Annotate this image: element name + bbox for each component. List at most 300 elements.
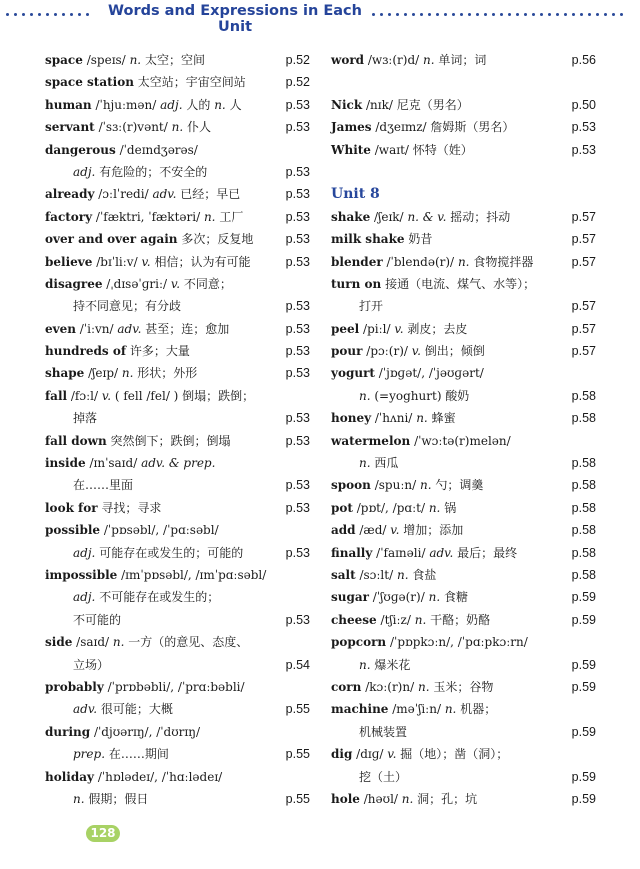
page-ref: p.58 [571, 500, 596, 515]
entry-continuation [331, 654, 596, 676]
vocab-entry [45, 139, 310, 161]
definition: 不同意； [183, 276, 232, 291]
vocab-entry [45, 228, 310, 250]
page-ref: p.54 [285, 657, 310, 672]
entry-continuation [45, 654, 310, 676]
headword: inside [45, 456, 86, 471]
part-of-speech: n. [203, 209, 216, 224]
definition: 接通（电流、煤气、水等）； [385, 276, 536, 291]
phonetic: /ˈblendə(r)/ [386, 254, 455, 269]
definition: 蜂蜜 [431, 411, 456, 426]
page-ref: p.57 [571, 254, 596, 269]
page-ref: p.53 [285, 209, 310, 224]
vocab-entry [45, 564, 310, 586]
headword: space [45, 53, 83, 67]
phonetic: /ˈʃʊɡə(r)/ [372, 590, 425, 605]
page-ref: p.58 [571, 478, 596, 493]
part-of-speech: v. [394, 321, 404, 336]
headword: yogurt [331, 366, 375, 381]
definition: 玉米；谷物 [433, 679, 494, 694]
entry-continuation [45, 407, 310, 429]
entry-continuation [45, 542, 310, 564]
definition: 洞；孔；坑 [417, 791, 478, 806]
vocab-entry [45, 71, 310, 93]
headword: fall [45, 388, 68, 403]
page-ref: p.53 [285, 299, 310, 314]
page-ref: p.58 [571, 411, 596, 426]
definition: 勺；调羹 [435, 478, 484, 493]
page-ref: p.52 [285, 75, 310, 90]
unit-heading [331, 183, 596, 205]
vocab-entry [45, 631, 310, 653]
phonetic: /ˈjɒɡət/, /ˈjəʊɡərt/ [378, 366, 484, 381]
headword: cheese [331, 612, 377, 627]
vocab-entry [331, 698, 596, 720]
part-of-speech: n. [112, 635, 125, 650]
headword: pour [331, 344, 363, 359]
phonetic: /ɪnˈsaɪd/ [89, 456, 138, 471]
headword: add [331, 523, 356, 538]
page-ref: p.57 [571, 321, 596, 336]
headword: milk shake [331, 232, 405, 247]
unit-title: Unit 8 [331, 186, 380, 203]
definition: 挖（土） [359, 769, 408, 784]
vocab-entry [331, 94, 596, 116]
vocab-entry [331, 474, 596, 496]
part-of-speech: n. [444, 702, 457, 717]
phonetic: /ˈhʌni/ [374, 411, 413, 426]
entry-continuation [331, 385, 596, 407]
vocab-entry [331, 116, 596, 138]
vocab-entry [331, 206, 596, 228]
page-ref: p.53 [571, 120, 596, 135]
phonetic: /ˈfaɪnəli/ [376, 545, 426, 560]
definition: 奶昔 [408, 232, 433, 247]
headword: peel [331, 321, 360, 336]
entry-continuation [45, 788, 310, 810]
headword: factory [45, 209, 93, 224]
part-of-speech: n. [428, 500, 441, 515]
definition: 机器； [460, 702, 497, 717]
phonetic: /ˌdɪsəˈɡriː/ [106, 276, 168, 291]
vocab-entry [45, 676, 310, 698]
page-ref: p.59 [571, 679, 596, 694]
part-of-speech: n. [73, 791, 85, 806]
vocab-entry [45, 497, 310, 519]
page-ref: p.59 [571, 791, 596, 806]
page-ref: p.57 [571, 344, 596, 359]
definition: 许多；大量 [129, 344, 190, 359]
part-of-speech: adj. [73, 545, 96, 560]
phonetic: /tʃiːz/ [380, 612, 411, 627]
definition: 爆米花 [374, 657, 411, 672]
part-of-speech: n. [121, 366, 134, 381]
headword: during [45, 724, 91, 739]
page-ref: p.55 [285, 747, 310, 762]
headword: popcorn [331, 635, 387, 650]
page-ref: p.55 [285, 702, 310, 717]
page-ref: p.53 [285, 612, 310, 627]
definition: 詹姆斯（男名） [430, 120, 515, 135]
headword: sugar [331, 590, 369, 605]
vocab-entry [331, 676, 596, 698]
part-of-speech: n. [419, 478, 432, 493]
part-of-speech: adv. [117, 321, 142, 336]
part-of-speech: n. [359, 456, 371, 471]
page-ref: p.53 [285, 164, 310, 179]
vocab-entry [45, 206, 310, 228]
phonetic: /ˈwɔːtə(r)melən/ [414, 433, 511, 448]
part-of-speech: adv. [429, 545, 454, 560]
phonetic: /nɪk/ [365, 97, 393, 112]
phonetic: /ˈprɒbəbli/, /ˈprɑːbəbli/ [107, 679, 245, 694]
definition: 可能存在或发生的；可能的 [99, 545, 244, 560]
vocab-entry [331, 318, 596, 340]
phonetic: /pɔː(r)/ [366, 344, 408, 359]
header-dots-left [6, 13, 96, 17]
definition: 立场） [73, 657, 110, 672]
page-ref: p.53 [285, 254, 310, 269]
page-ref: p.53 [571, 142, 596, 157]
page-ref: p.53 [285, 478, 310, 493]
phonetic: /fɔːl/ [70, 388, 99, 403]
entry-continuation [331, 452, 596, 474]
headword: hole [331, 791, 360, 806]
part-of-speech: v. [170, 276, 181, 291]
headword: already [45, 187, 95, 202]
definition: 假期；假日 [88, 791, 149, 806]
page-ref: p.57 [571, 209, 596, 224]
definition: 食糖 [443, 590, 468, 605]
entry-continuation [331, 721, 596, 743]
headword: holiday [45, 769, 94, 784]
vocab-entry [331, 586, 596, 608]
vocab-entry [331, 542, 596, 564]
page-ref: p.58 [571, 567, 596, 582]
headword: spoon [331, 478, 371, 493]
entry-continuation [331, 766, 596, 788]
page-ref: p.59 [571, 590, 596, 605]
headword: Nick [331, 97, 363, 112]
headword: machine [331, 702, 389, 717]
page-ref: p.55 [285, 791, 310, 806]
page-ref: p.53 [285, 232, 310, 247]
part-of-speech: v. [101, 388, 112, 403]
headword: over and over again [45, 232, 178, 247]
phonetic: /ˈfæktri, ˈfæktəri/ [95, 209, 201, 224]
definition: 食盐 [412, 567, 437, 582]
phonetic: /æd/ [359, 523, 387, 538]
definition: 食物搅拌器 [473, 254, 534, 269]
left-column [45, 49, 310, 810]
phonetic: /ˈhɒlədeɪ/, /ˈhɑːlədeɪ/ [97, 769, 223, 784]
vocab-entry [45, 452, 310, 474]
vocab-entry [45, 721, 310, 743]
phonetic: /dɪɡ/ [356, 747, 384, 762]
part-of-speech: prep. [73, 747, 106, 762]
page-ref: p.50 [571, 97, 596, 112]
part-of-speech: n. [129, 53, 142, 67]
definition: 掉落 [73, 411, 98, 426]
definition: (=yoghurt) 酸奶 [374, 388, 470, 403]
page-ref: p.53 [285, 411, 310, 426]
part-of-speech: adj. [160, 97, 183, 112]
headword: shape [45, 366, 85, 381]
page-ref: p.59 [571, 612, 596, 627]
entry-continuation [45, 586, 310, 608]
part-of-speech: n. [428, 590, 441, 605]
page-ref: p.52 [285, 53, 310, 67]
phonetic: /ˈpɒsəbl/, /ˈpɑːsəbl/ [103, 523, 219, 538]
definition: 摇动；抖动 [450, 209, 511, 224]
page-ref: p.58 [571, 545, 596, 560]
definition: 形状；外形 [137, 366, 198, 381]
entry-continuation [45, 474, 310, 496]
vocab-entry [331, 564, 596, 586]
definition: 太空站；宇宙空间站 [137, 75, 246, 90]
headword: fall down [45, 433, 107, 448]
part-of-speech: adj. [73, 590, 96, 605]
right-column [331, 49, 596, 810]
phonetic: /ˈpɒpkɔːn/, /ˈpɑːpkɔːrn/ [389, 635, 528, 650]
headword: dangerous [45, 142, 116, 157]
part-of-speech: adv. & prep. [141, 456, 216, 471]
headword: disagree [45, 276, 103, 291]
vocab-entry [331, 788, 596, 810]
definition: 工厂 [219, 209, 244, 224]
vocab-entry [45, 519, 310, 541]
definition: 剥皮；去皮 [407, 321, 468, 336]
definition: 机械装置 [359, 724, 408, 739]
vocab-entry [331, 743, 596, 765]
vocab-entry [45, 430, 310, 452]
definition: 最后；最终 [457, 545, 518, 560]
part-of-speech: v. [387, 747, 397, 762]
definition: 锅 [444, 500, 457, 515]
vocab-entry [331, 362, 596, 384]
phonetic: /kɔː(r)n/ [365, 679, 415, 694]
vocab-entry [45, 340, 310, 362]
page-number-badge: 128 [86, 825, 120, 842]
vocab-entry [331, 497, 596, 519]
definition: 太空；空间 [144, 53, 205, 67]
entry-continuation [45, 609, 310, 631]
page-ref: p.53 [285, 433, 310, 448]
vocab-entry [331, 340, 596, 362]
part-of-speech: n. [359, 388, 371, 403]
page-ref: p.58 [571, 523, 596, 538]
phonetic: /sɔːlt/ [359, 567, 394, 582]
page-ref: p.53 [285, 97, 310, 112]
header-title: Words and Expressions in Each Unit [108, 3, 362, 35]
headword: even [45, 321, 76, 336]
phonetic: /məˈʃiːn/ [392, 702, 441, 717]
headword: White [331, 142, 371, 157]
headword: corn [331, 679, 362, 694]
part-of-speech: n. [396, 567, 409, 582]
page-ref: p.59 [571, 769, 596, 784]
page-ref: p.59 [571, 724, 596, 739]
page-ref: p.57 [571, 299, 596, 314]
phonetic: /waɪt/ [374, 142, 409, 157]
headword: honey [331, 411, 372, 426]
phonetic: /ˈiːvn/ [79, 321, 114, 336]
definition: 甚至；连；愈加 [145, 321, 230, 336]
vocab-entry [331, 228, 596, 250]
definition: 人的 [186, 97, 211, 112]
phonetic: /ˈsɜː(r)vənt/ [98, 120, 168, 135]
part-of-speech: n. [171, 120, 184, 135]
phonetic: /ɔːlˈredi/ [98, 187, 149, 202]
vocab-entry [331, 139, 596, 161]
phonetic: /həʊl/ [363, 791, 398, 806]
vocab-entry [331, 609, 596, 631]
blank-line [331, 71, 596, 93]
page-ref: p.59 [571, 657, 596, 672]
phonetic: /ɪmˈpɒsəbl/, /ɪmˈpɑːsəbl/ [121, 567, 267, 582]
page-ref: p.58 [571, 388, 596, 403]
headword: shake [331, 209, 371, 224]
entry-continuation [45, 161, 310, 183]
definition: 突然倒下；跌倒；倒塌 [110, 433, 231, 448]
phonetic: /ʃeɪp/ [88, 366, 119, 381]
phonetic: /ˈhjuːmən/ [95, 97, 157, 112]
vocab-entry [45, 385, 310, 407]
definition: 有危险的；不安全的 [99, 164, 208, 179]
headword: believe [45, 254, 93, 269]
entry-continuation [45, 295, 310, 317]
headword: word [331, 53, 365, 67]
headword: side [45, 635, 73, 650]
headword: finally [331, 545, 373, 560]
vocab-entry [45, 362, 310, 384]
definition: 打开 [359, 299, 384, 314]
vocab-entry [45, 766, 310, 788]
definition: 怀特（姓） [412, 142, 473, 157]
entry-continuation [45, 743, 310, 765]
definition: 在……期间 [108, 747, 169, 762]
headword: salt [331, 567, 356, 582]
page-ref: p.58 [571, 456, 596, 471]
part-of-speech: adj. [73, 164, 96, 179]
phonetic: /pɒt/, /pɑːt/ [356, 500, 425, 515]
definition: 单词；词 [438, 53, 487, 67]
phonetic: /spuːn/ [374, 478, 417, 493]
definition: 相信；认为有可能 [154, 254, 251, 269]
part-of-speech: adv. [152, 187, 177, 202]
headword: hundreds of [45, 344, 127, 359]
part-of-speech: n. [417, 679, 430, 694]
entry-continuation [45, 698, 310, 720]
definition: 倒出；倾倒 [424, 344, 485, 359]
definition: 很可能；大概 [100, 702, 173, 717]
page-ref: p.56 [571, 53, 596, 67]
definition: 一方（的意见、态度、 [128, 635, 249, 650]
vocab-entry [45, 318, 310, 340]
headword: pot [331, 500, 353, 515]
part-of-speech: v. [411, 344, 421, 359]
definition: 干酪；奶酪 [430, 612, 491, 627]
blank-line [331, 161, 596, 183]
page-ref: p.53 [285, 545, 310, 560]
part-of-speech: n. [423, 53, 435, 67]
vocab-entry [331, 49, 596, 71]
definition: 不可能的 [73, 612, 122, 627]
entry-continuation [331, 295, 596, 317]
definition: 已经；早已 [180, 187, 241, 202]
header-dots-right [372, 13, 634, 17]
page-ref: p.53 [285, 120, 310, 135]
phonetic: /ʃeɪk/ [374, 209, 404, 224]
vocab-entry [331, 407, 596, 429]
vocab-entry [331, 519, 596, 541]
phonetic: /piːl/ [363, 321, 391, 336]
vocab-entry [331, 631, 596, 653]
phonetic: /speɪs/ [86, 53, 126, 67]
headword: turn on [331, 276, 382, 291]
phonetic: /ˈdeɪndʒərəs/ [119, 142, 198, 157]
headword: James [331, 120, 372, 135]
page-ref: p.53 [285, 500, 310, 515]
headword: watermelon [331, 433, 411, 448]
definition: 人 [229, 97, 242, 112]
vocab-entry [45, 49, 310, 71]
page-header [0, 0, 640, 40]
definition: 不可能存在或发生的； [99, 590, 220, 605]
phonetic: /dʒeɪmz/ [375, 120, 427, 135]
definition: 尼克（男名） [396, 97, 469, 112]
definition: 西瓜 [374, 456, 399, 471]
headword: servant [45, 120, 95, 135]
headword: look for [45, 500, 98, 515]
definition: 在……里面 [73, 478, 134, 493]
vocab-entry [331, 430, 596, 452]
part-of-speech: v. [390, 523, 400, 538]
part-of-speech: n. [359, 657, 371, 672]
headword: space station [45, 75, 134, 90]
page-ref: p.53 [285, 321, 310, 336]
page-ref: p.53 [285, 187, 310, 202]
headword: human [45, 97, 92, 112]
part-of-speech: adv. [73, 702, 98, 717]
headword: blender [331, 254, 383, 269]
vocab-entry [331, 251, 596, 273]
part-of-speech: n. [214, 97, 226, 112]
part-of-speech: n. [416, 411, 428, 426]
definition: 持不同意见；有分歧 [73, 299, 182, 314]
headword: impossible [45, 567, 118, 582]
definition: ( fell /fel/ ) 倒塌；跌倒； [114, 388, 255, 403]
vocab-entry [45, 273, 310, 295]
vocab-entry [45, 94, 310, 116]
definition: 寻找；寻求 [101, 500, 162, 515]
phonetic: /wɜː(r)d/ [367, 53, 420, 67]
definition: 增加；添加 [403, 523, 464, 538]
page-ref: p.53 [285, 366, 310, 381]
phonetic: /saɪd/ [76, 635, 110, 650]
phonetic: /bɪˈliːv/ [96, 254, 138, 269]
definition: 掘（地）；凿（洞）； [400, 747, 509, 762]
definition: 多次；反复地 [181, 232, 254, 247]
vocab-entry [331, 273, 596, 295]
part-of-speech: n. [401, 791, 414, 806]
vocab-entry [45, 251, 310, 273]
definition: 仆人 [187, 120, 212, 135]
part-of-speech: n. [414, 612, 427, 627]
vocab-entry [45, 116, 310, 138]
part-of-speech: n. & v. [407, 209, 447, 224]
phonetic: /ˈdjʊərɪŋ/, /ˈdʊrɪŋ/ [93, 724, 201, 739]
